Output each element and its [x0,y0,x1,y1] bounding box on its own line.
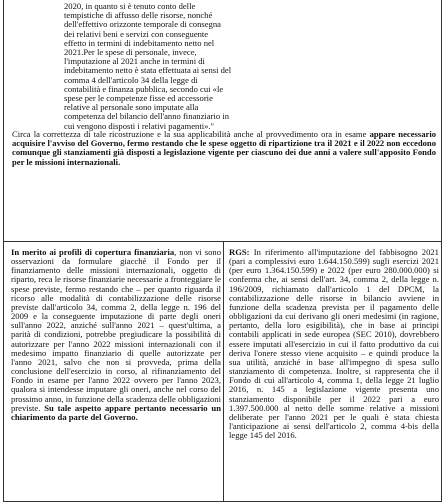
quote-line: 2021.Per le spese di personale, invece, [64,47,197,58]
quote-line: l'imputazione al 2021 anche in termini di [64,56,205,67]
left-body: , non vi sono osservazioni da formulare giacché il Fondo per il finanziamento delle missioni internazionali, oggetto di riparto, reca le risorse finanziarie necessarie a fronteggiare le spese previste, fermo restando che – per quanto riguarda il ricorso alle modalità di contabilizzazione delle risorse previste dall'articolo 34, comma 2, della legge n. 196 del 2009 e la conseguente imputazione di parte degli oneri sull'anno 2022, anziché sull'anno 2021 – quest'ultima, a parità di condizioni, potrebbe pregiudicare la possibilità di autorizzare per l'anno 2022 missioni internazionali con il medesimo impatto finanziario di quelle autorizzate per l'anno 2021, salvo che non si provveda, prima della conclusione dell'esercizio in corso, al rifinanziamento del Fondo in esame per l'anno 2022 ovvero per l'anno 2023, qualora si intendesse imputare gli oneri, anche nel corso del prossimo anno, in funzione della scadenza delle obbligazioni previste. [11,247,221,413]
left-heading: In merito ai profili di copertura finanziaria [11,247,175,257]
quote-line: contabilità e finanza pubblica, secondo cui «le [64,83,224,94]
document-page [3,0,442,503]
comment-text: Circa la correttezza di tale ricostruzione e la sua applicabilità anche al provvedimento ora in esame [12,129,367,139]
left-closing: Su tale aspetto appare pertanto necessario un chiarimento da parte del Governo. [11,402,221,422]
rgs-label: RGS: [229,247,250,257]
quote-line: tempistiche di affusso delle risorse, nonché [64,10,213,21]
comment-bold-text: appare necessario acquisire l'avviso del Governo, fermo restando che le spese oggetto di ripartizione tra il 2021 e il 2022 non eccedono comunque gli stanziamenti già disposti a legislazione vigente per ciascuno dei due anni a valere sull'apposito Fondo per le missioni internazionali. [12,129,437,167]
left-column-text [11,248,221,422]
quoted-text [64,2,236,131]
quote-line: effetto in termini di indebitamento netto nel [64,37,215,48]
quote-line: spese per le competenze fisse ed accessorie [64,93,213,104]
quote-line: dell'effettivo orizzonte temporale di consegna [64,19,221,30]
top-table-cell [3,0,442,241]
quote-line: competenza del bilancio dell'anno finanziario in [64,111,230,122]
quote-line: comma 4 dell'articolo 34 della legge di [64,74,198,85]
quote-line: cui vengono disposti i relativi pagamenti»." [64,120,215,131]
quote-line: dei relativi beni e servizi con conseguente [64,28,209,39]
column-divider [223,241,224,502]
quote-line: 2020, in quanto si è tenuto conto delle [64,1,196,11]
right-column-text [229,248,439,440]
comment-paragraph [12,130,436,167]
right-body: In riferimento all'imputazione del fabbisogno 2021 (pari a complessivi euro 1.644.150.599) sugli esercizi 2021 (per euro 1.364.150.599) e 2022 (per euro 280.000.000) si conferma che, ai sensi dell'art. 34, comma 2, della legge n. 196/2009, richiamato dall'articolo 1 del DPCM, la contabilizzazione delle risorse in bilancio avviene in funzione della scadenza prevista per il pagamento delle obbligazioni da cui derivano gli oneri medesimi (in ragione, pertanto, della loro esigibilità), che in base ai principi contabili applicati in sede europea (SEC 2010), dovrebbero essere imputati all'esercizio in cui il fatto produttivo da cui deriva l'onere stesso viene acquisito – e quindi produce la sua utilità, anziché in base all'impegno di spesa sullo stanziamento di competenza. Inoltre, si rappresenta che il Fondo di cui all'articolo 4, comma 1, della legge 21 luglio 2016, n. 145 a legislazione vigente presenta uno stanziamento disponibile per il 2022 pari a euro 1.397.500.000 al netto delle somme relative a missioni deliberate per l'anno 2021 per le quali è stata chiesta l'anticipazione ai sensi dell'articolo 2, comma 4-bis della legge 145 del 2016. [229,247,439,441]
quote-line: relative al personale sono imputate alla [64,102,199,113]
quote-line: indebitamento netto è stata effettuata ai sensi del [64,65,232,76]
